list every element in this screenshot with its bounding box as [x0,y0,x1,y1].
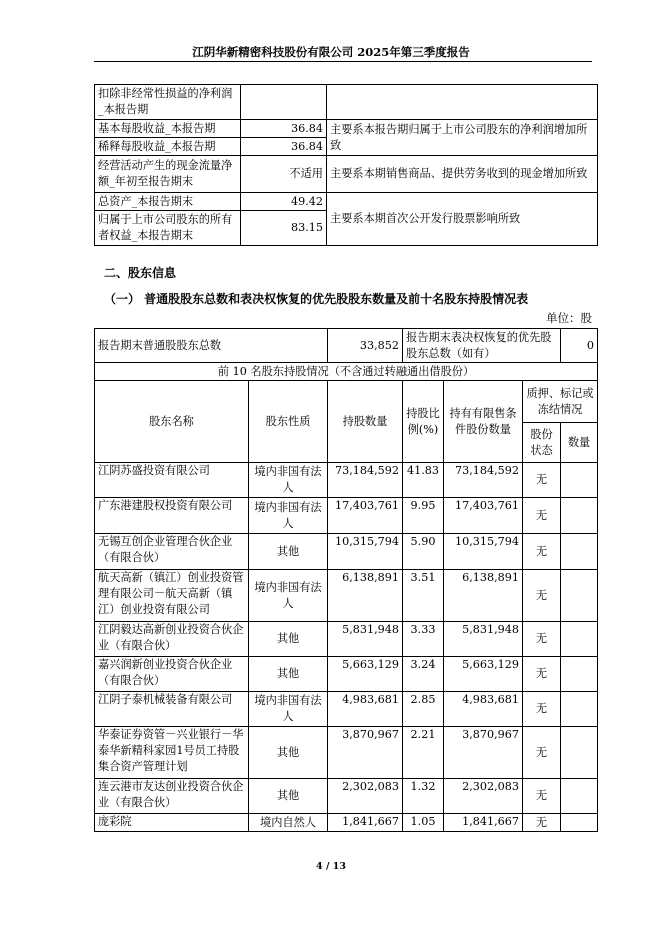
shareholder-nature-cell: 境内非国有法人 [249,498,328,534]
shares-cell: 5,663,129 [328,657,403,692]
pledge-status-cell: 无 [523,779,561,814]
col-header-ratio: 持股比例(%) [403,381,444,463]
shares-cell: 1,841,667 [328,814,403,832]
shareholder-name-cell: 江阴子泰机械装备有限公司 [95,692,249,727]
restricted-shares-cell: 5,831,948 [444,622,523,657]
restricted-shares-cell: 2,302,083 [444,779,523,814]
shares-cell: 3,870,967 [328,727,403,779]
financial-indicators-table [94,84,598,246]
ratio-cell: 1.32 [403,779,444,814]
caption-row [95,363,598,381]
col-header-restricted: 持有有限售条件股份数量 [444,381,523,463]
ratio-cell: 3.33 [403,622,444,657]
shareholder-name-cell: 庞彩院 [95,814,249,832]
preferred-holders-value: 0 [561,329,598,363]
ratio-cell: 2.85 [403,692,444,727]
col-header-quantity: 数量 [561,423,598,463]
shareholder-name-cell: 江阴毅达高新创业投资合伙企业（有限合伙） [95,622,249,657]
value-cell: 不适用 [241,156,327,193]
shareholder-name-cell: 江阴苏盛投资有限公司 [95,463,249,498]
header-rule [94,61,592,62]
item-cell: 基本每股收益_本报告期 [95,120,241,138]
pledge-status-cell: 无 [523,814,561,832]
col-header-nature: 股东性质 [249,381,328,463]
col-header-pledge: 质押、标记或冻结情况 [523,381,598,423]
summary-row [95,329,598,363]
table-row [95,779,598,814]
ratio-cell: 5.90 [403,534,444,570]
pledge-quantity-cell [561,779,598,814]
unit-label: 单位：股 [546,311,592,325]
value-cell: 36.84 [241,138,327,156]
shareholder-name-cell: 连云港市友达创业投资合伙企业（有限合伙） [95,779,249,814]
table-row [95,85,598,120]
col-header-status: 股份状态 [523,423,561,463]
section-title: 二、股东信息 [104,266,177,280]
item-cell: 稀释每股收益_本报告期 [95,138,241,156]
preferred-holders-label: 报告期末表决权恢复的优先股股东总数（如有） [403,329,561,363]
table-row [95,692,598,727]
ratio-cell: 2.21 [403,727,444,779]
item-cell: 经营活动产生的现金流量净额_年初至报告期末 [95,156,241,193]
restricted-shares-cell: 73,184,592 [444,463,523,498]
shareholder-name-cell: 航天高新（镇江）创业投资管理有限公司－航天高新（镇江）创业投资有限公司 [95,570,249,622]
shareholder-nature-cell: 境内非国有法人 [249,692,328,727]
shares-cell: 6,138,891 [328,570,403,622]
pledge-quantity-cell [561,463,598,498]
pledge-quantity-cell [561,727,598,779]
pledge-quantity-cell [561,622,598,657]
shareholder-nature-cell: 境内非国有法人 [249,570,328,622]
shares-cell: 4,983,681 [328,692,403,727]
shareholders-table [94,328,598,832]
restricted-shares-cell: 4,983,681 [444,692,523,727]
ratio-cell: 3.51 [403,570,444,622]
shareholder-name-cell: 无锡互创企业管理合伙企业（有限合伙） [95,534,249,570]
shareholder-nature-cell: 其他 [249,779,328,814]
value-cell: 49.42 [241,193,327,211]
shareholder-nature-cell: 境内非国有法人 [249,463,328,498]
restricted-shares-cell: 5,663,129 [444,657,523,692]
reason-cell: 主要系本期销售商品、提供劳务收到的现金增加所致 [327,156,598,193]
shares-cell: 2,302,083 [328,779,403,814]
table-row [95,534,598,570]
table-row [95,463,598,498]
shareholder-nature-cell: 境内自然人 [249,814,328,832]
pledge-quantity-cell [561,498,598,534]
shareholder-name-cell: 嘉兴润新创业投资合伙企业（有限合伙） [95,657,249,692]
ratio-cell: 41.83 [403,463,444,498]
table-row [95,657,598,692]
shareholder-nature-cell: 其他 [249,657,328,692]
shareholder-name-cell: 广东港建股权投资有限公司 [95,498,249,534]
pledge-quantity-cell [561,814,598,832]
shares-cell: 73,184,592 [328,463,403,498]
page-header: 江阴华新精密科技股份有限公司 2025年第三季度报告 [192,45,470,59]
pledge-status-cell: 无 [523,498,561,534]
shareholder-nature-cell: 其他 [249,622,328,657]
item-cell: 扣除非经常性损益的净利润_本报告期 [95,85,241,120]
item-cell: 总资产_本报告期末 [95,193,241,211]
table-row [95,193,598,211]
value-cell: 36.84 [241,120,327,138]
reason-cell [327,85,598,120]
common-holders-value: 33,852 [328,329,403,363]
item-cell: 归属于上市公司股东的所有者权益_本报告期末 [95,211,241,246]
top10-caption: 前 10 名股东持股情况（不含通过转融通出借股份） [95,363,598,381]
shareholder-name-cell: 华泰证券资管－兴业银行－华泰华新精科家园1号员工持股集合资产管理计划 [95,727,249,779]
table-row [95,727,598,779]
pledge-status-cell: 无 [523,622,561,657]
pledge-status-cell: 无 [523,534,561,570]
value-cell [241,85,327,120]
ratio-cell: 3.24 [403,657,444,692]
pledge-quantity-cell [561,692,598,727]
shares-cell: 17,403,761 [328,498,403,534]
pledge-status-cell: 无 [523,657,561,692]
ratio-cell: 9.95 [403,498,444,534]
shares-cell: 5,831,948 [328,622,403,657]
table-row [95,120,598,138]
col-header-shares: 持股数量 [328,381,403,463]
page-number: 4 / 13 [316,861,346,872]
pledge-status-cell: 无 [523,692,561,727]
common-holders-label: 报告期末普通股股东总数 [95,329,328,363]
table-row [95,498,598,534]
table-row [95,156,598,193]
pledge-status-cell: 无 [523,463,561,498]
restricted-shares-cell: 6,138,891 [444,570,523,622]
table-row [95,814,598,832]
pledge-status-cell: 无 [523,570,561,622]
pledge-quantity-cell [561,570,598,622]
reason-cell: 主要系本期首次公开发行股票影响所致 [327,193,598,246]
pledge-status-cell: 无 [523,727,561,779]
table-row [95,570,598,622]
pledge-quantity-cell [561,657,598,692]
ratio-cell: 1.05 [403,814,444,832]
col-header-name: 股东名称 [95,381,249,463]
pledge-quantity-cell [561,534,598,570]
restricted-shares-cell: 1,841,667 [444,814,523,832]
restricted-shares-cell: 17,403,761 [444,498,523,534]
restricted-shares-cell: 10,315,794 [444,534,523,570]
subsection-title: （一） 普通股股东总数和表决权恢复的优先股股东数量及前十名股东持股情况表 [104,292,529,306]
table-row [95,622,598,657]
shareholder-nature-cell: 其他 [249,534,328,570]
value-cell: 83.15 [241,211,327,246]
shareholder-nature-cell: 其他 [249,727,328,779]
shareholder-rows [95,463,598,832]
restricted-shares-cell: 3,870,967 [444,727,523,779]
reason-cell: 主要系本报告期归属于上市公司股东的净利润增加所致 [327,120,598,156]
shares-cell: 10,315,794 [328,534,403,570]
header-row [95,381,598,423]
